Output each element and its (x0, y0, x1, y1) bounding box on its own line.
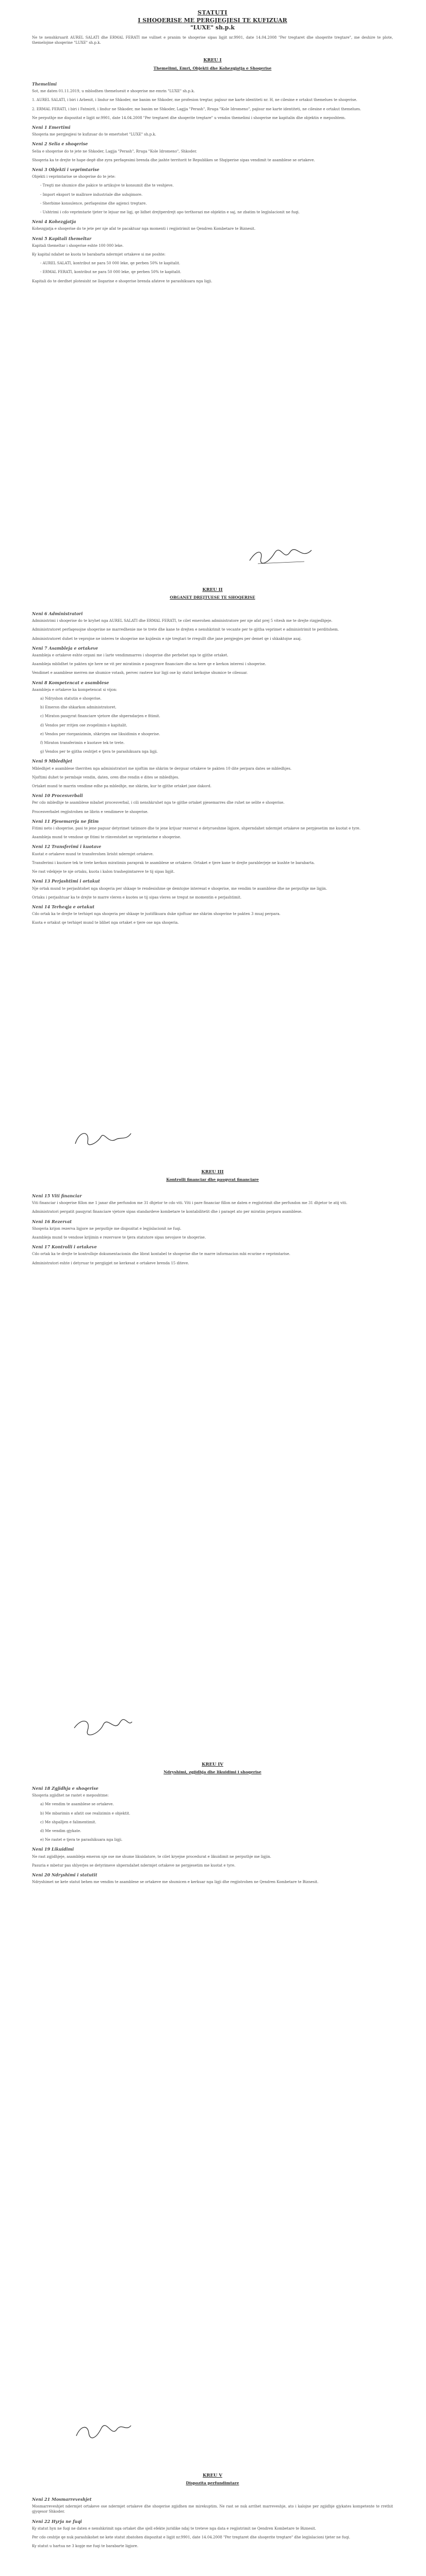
article-title: Neni 21 Mosmarreveshjet (32, 2497, 92, 2502)
kreu-2-articles (32, 607, 393, 929)
article-paragraph: a) Me vendim te asamblese se ortakeve. (40, 1802, 114, 1807)
kreu-3-articles (32, 1189, 393, 1269)
article-paragraph: Asambleja mund te vendose qe fitimi te riinvestohet ne veprimtarine e shoqerise. (32, 835, 182, 840)
article-paragraph: Shoqeria zgjidhet ne rastet e meposhtme: (32, 1793, 109, 1798)
kreu-4-subtitle: Ndryshimi, zgjidhja dhe likuidimi i shoqerise (163, 1770, 261, 1774)
article-title: Neni 15 Viti financiar (32, 1193, 82, 1198)
article-paragraph: Njoftimi duhet te permbaje vendin, daten, oren dhe rendin e dites se mbledhjes. (32, 775, 179, 779)
article-paragraph: Objekti i veprimtarise se shoqerise do te jete: (32, 175, 116, 179)
kreu-2-subtitle: ORGANET DREJTUESE TE SHOQERISE (170, 595, 255, 600)
article-paragraph: Ky statut hyn ne fuqi ne daten e nenshkrimit nga ortaket dhe sjell efekte juridike ndaj te treteve nga data e regjistrimit ne Qendren Kombetare te Biznesit. (32, 2526, 316, 2531)
intro-paragraph (32, 35, 393, 49)
article-paragraph: Administratoret duhet te veprojne ne interes te shoqerise me kujdesin e nje tregtari te rregullt dhe jane pergjegjes per demet qe i shkaktojne asaj. (32, 636, 302, 641)
kreu-2-title: KREU II (202, 587, 223, 592)
kreu-1-title: KREU I (203, 58, 222, 63)
article-paragraph: Viti financiar i shoqerise fillon me 1 janar dhe perfundon me 31 dhjetor te cdo viti. Viti i pare financiar fillon ne daten e regjistrimit dhe perfundon me 31 dhjetor te atij viti. (32, 1201, 348, 1206)
kreu-3-subtitle: Kontrolli financiar dhe pasqyrat financiare (166, 1177, 259, 1182)
article-title: Neni 13 Perjashtimi i ortakut (32, 878, 100, 884)
article-paragraph: - Import eksport te mallrave industriale dhe ushqimore. (40, 192, 143, 197)
article-paragraph: f) Miraton transferimin e kuotave tek te trete. (40, 741, 125, 745)
signature-3 (72, 1716, 134, 1738)
article-paragraph: Fitimi neto i shoqerise, pasi te jene paguar detyrimet tatimore dhe te jene krijuar rezervat e detyrueshme ligjore, shperndahet ndermjet ortakeve ne perpjesetim me kuotat e tyre. (32, 826, 361, 831)
article-title: Neni 3 Objekti i veprimtarise (32, 167, 100, 173)
article-paragraph: e) Ne rastet e tjera te parashikuara nga ligji. (40, 1838, 123, 1842)
article-paragraph: Vendimet e asamblese merren me shumice votash, pervec rasteve kur ligji ose ky statut kerkojne shumice te cilesuar. (32, 671, 248, 675)
article-paragraph: Kohezgjatja e shoqerise do te jete per nje afat te pacaktuar nga momenti i regjistrimit ne Qendren Kombetare te Biznesit. (32, 227, 256, 231)
article-paragraph: - Sherbime konsulence, perfaqesime dhe agjenci tregtare. (40, 201, 147, 206)
article-title: Neni 4 Kohezgjatja (32, 219, 76, 225)
signature-1 (248, 546, 315, 567)
article-title: Neni 17 Kontrolli i ortakeve (32, 1244, 97, 1250)
article-paragraph: Asambleja e ortakeve eshte organi me i larte vendimmarres i shoqerise dhe perbehet nga te gjithe ortaket. (32, 653, 228, 658)
article-paragraph: - ERMAL FERATI, kontribut ne para 50 000 leke, qe perben 50% te kapitalit. (40, 270, 182, 275)
article-paragraph: Kapitali do te derdhet plotesisht ne llogarine e shoqerise brenda afateve te parashikuara nga ligji. (32, 279, 212, 283)
article-title: Neni 2 Selia e shoqerise (32, 141, 88, 147)
article-title: Neni 9 Mbledhjet (32, 758, 73, 764)
article-paragraph: e) Vendos per riorganizimin, shkrirjen ose likuidimin e shoqerise. (40, 732, 160, 736)
article-paragraph: Asambleja mund te vendose krijimin e rezervave te tjera statutore sipas nevojave te shoqerise. (32, 1235, 206, 1240)
article-paragraph: Administratori eshte i detyruar te pergjigjet ne kerkesat e ortakeve brenda 15 diteve. (32, 1261, 189, 1265)
kreu-5-articles (32, 2493, 393, 2552)
article-paragraph: - AUREL SALATI, kontribut ne para 50 000 leke, qe perben 50% te kapitalit. (40, 261, 181, 266)
article-paragraph: Ne rast vdekjeje te nje ortaku, kuota i kalon trashegimtareve te tij sipas ligjit. (32, 870, 175, 874)
kreu-5-subtitle: Dispozita perfundimtare (186, 2481, 239, 2485)
article-paragraph: - Tregti me shumice dhe pakice te artikujve te konsumit dhe te veshjeve. (40, 183, 174, 188)
article-paragraph: a) Ndryshon statutin e shoqerise. (40, 697, 102, 701)
article-title: Neni 11 Pjesemarrja ne fitim (32, 818, 99, 824)
article-paragraph: Administratoret perfaqesojne shoqerine ne marredhenie me te trete dhe kane te drejten e nenshkrimit te vecante per te gjitha veprimet e administrimit te perditshem. (32, 628, 339, 632)
article-paragraph: Transferimi i kuotave tek te trete kerkon miratimin paraprak te asamblese se ortakeve. Ortaket e tjere kane te drejte parablerjeje ne kushte te barabarta. (32, 860, 315, 865)
article-title: Themelimi (32, 81, 57, 87)
article-paragraph: Nje ortak mund te perjashtohet nga shoqeria per shkaqe te rendesishme qe demtojne interesat e shoqerise, me vendim te asamblese dhe ne perputhje me ligjin. (32, 886, 327, 891)
article-paragraph: Ortaku i perjashtuar ka te drejte te marre vleren e kuotes se tij sipas vleres se tregut ne momentin e perjashtimit. (32, 895, 242, 900)
article-title: Neni 10 Procesverbali (32, 793, 83, 799)
article-paragraph: Procesverbalet regjistrohen ne librin e vendimeve te shoqerise. (32, 809, 149, 814)
article-paragraph: Ne rast zgjidhjeje, asambleja emeron nje ose me shume likuidatore, te cilet kryejne procedurat e likuidimit ne perputhje me ligjin. (32, 1854, 271, 1859)
article-paragraph: Cdo ortak ka te drejte te kontrolloje dokumentacionin dhe librat kontabel te shoqerise dhe te marre informacion mbi ecurine e veprimtarise. (32, 1252, 290, 1257)
article-paragraph: c) Me shpalljen e falimentimit. (40, 1820, 96, 1824)
article-paragraph: Per cdo mbledhje te asamblese mbahet procesverbal, i cili nenshkruhet nga te gjithe ortaket pjesemarres dhe ruhet ne selite e shoqerise. (32, 801, 285, 805)
article-paragraph: Ndryshimet ne kete statut behen me vendim te asamblese se ortakeve me shumicen e kerkuar nga ligji dhe regjistrohen ne Qendren Kombetare te Biznesit. (32, 1880, 319, 1885)
article-paragraph: 1. AUREL SALATI, i biri i Arbenit, i lindur ne Shkoder, me banim ne Shkoder, me profesion tregtar, pajisur me karte identiteti nr. H, ne cilesine e ortakut themelues te shoqerise. (32, 98, 357, 103)
article-paragraph: Pasuria e mbetur pas shlyerjes se detyrimeve shperndahet ndermjet ortakeve ne perpjesetim me kuotat e tyre. (32, 1863, 236, 1868)
kreu-3-title: KREU III (201, 1170, 224, 1175)
article-title: Neni 14 Terheqja e ortakut (32, 904, 95, 909)
article-paragraph: d) Me vendim gjykate. (40, 1829, 81, 1834)
article-paragraph: b) Emeron dhe shkarkon administratoret. (40, 705, 117, 710)
article-paragraph: Ortaket mund te marrin vendime edhe pa mbledhje, me shkrim, kur te gjithe ortaket jane dakord. (32, 784, 211, 789)
article-paragraph: Administratori pergatit pasqyrat financiare vjetore sipas standardeve kombetare te kontabilitetit dhe i paraqet ato per miratim perpara asamblese. (32, 1210, 303, 1214)
kreu-1-sections (32, 77, 393, 287)
article-paragraph: Sot, me daten 01.11.2019, u mblodhen themeluesit e shoqerise me emrin "LUXE" sh.p.k. (32, 89, 195, 94)
statute-company-type: I SHOQERISE ME PERGJEGJESI TE KUFIZUAR (138, 17, 287, 24)
article-paragraph: Shoqeria ka te drejte te hape degë dhe zyra perfaqesimi brenda dhe jashte territorit te Republikes se Shqiperise sipas vendimit te asamblese se ortakeve. (32, 158, 315, 162)
article-paragraph: Selia e shoqerise do te jete ne Shkoder, Lagjja "Perash", Rruga "Kole Idromeno", Shkoder. (32, 149, 197, 154)
article-paragraph: Ne perputhje me dispozitat e ligjit nr.9901, date 14.04.2008 "Per tregtaret dhe shoqerite tregtare" u vendos themelimi i shoqerise me kapitalin dhe objektin e meposhtem. (32, 115, 346, 120)
statute-company-name: "LUXE" sh.p.k (190, 24, 235, 31)
article-paragraph: Cdo ortak ka te drejte te terhiqet nga shoqeria per shkaqe te justifikuara duke njoftuar me shkrim shoqerine te pakten 3 muaj perpara. (32, 912, 281, 917)
article-title: Neni 16 Rezervat (32, 1218, 72, 1224)
article-paragraph: Administrimi i shoqerise do te kryhet nga AUREL SALATI dhe ERMAL FERATI, te cilet emerohen administratore per nje afat prej 5 vitesh me te drejte rizgjedhjeje. (32, 619, 333, 623)
article-paragraph: Shoqeria krijon rezerva ligjore ne perputhje me dispozitat e legjislacionit ne fuqi. (32, 1226, 182, 1231)
article-title: Neni 19 Likuidimi (32, 1846, 74, 1852)
article-title: Neni 8 Kompetencat e asamblese (32, 680, 109, 685)
kreu-5-title: KREU V (203, 2473, 222, 2478)
article-paragraph: g) Vendos per te gjitha ceshtjet e tjera te parashikuara nga ligji. (40, 750, 158, 754)
article-paragraph: b) Me mbarimin e afatit ose realizimin e objektit. (40, 1811, 130, 1816)
article-title: Neni 18 Zgjidhja e shoqerise (32, 1786, 99, 1791)
article-paragraph: Kuota e ortakut qe terhiqet mund te blihet nga ortaket e tjere ose nga shoqeria. (32, 921, 179, 925)
article-paragraph: Ky kapital ndahet ne kuota te barabarta ndermjet ortakeve si me poshte: (32, 252, 166, 257)
article-title: Neni 20 Ndryshimi i statutit (32, 1872, 97, 1878)
intro-text: Ne te nenshkruarit AUREL SALATI dhe ERMAL FERATI me vullnet e pranim te shoqerise sipas ligjit nr.9901, date 14.04.2008 "Per tregtaret dhe shoqerite tregtare", me deshire te plote, themelojme shoqerine "LUXE" sh.p.k. (32, 36, 393, 45)
article-title: Neni 6 Administratori (32, 611, 83, 616)
signature-2 (72, 1128, 134, 1151)
statute-title: STATUTI (197, 9, 228, 16)
article-paragraph: Kuotat e ortakeve mund te transferohen lirisht ndermjet ortakeve. (32, 852, 154, 856)
article-paragraph: 2. ERMAL FERATI, i biri i Fatmirit, i lindur ne Shkoder, me banim ne Shkoder, Lagjja "Perash", Rruga "Kole Idromeno", pajisur me karte identiteti, ne cilesine e ortakut themelues. (32, 107, 362, 111)
article-paragraph: Asambleja mblidhet te pakten nje here ne vit per miratimin e pasqyrave financiare dhe sa here qe e kerkon interesi i shoqerise. (32, 662, 267, 667)
article-paragraph: c) Miraton pasqyrat financiare vjetore dhe shperndarjen e fitimit. (40, 714, 160, 719)
article-paragraph: Mosmarreveshjet ndermjet ortakeve ose ndermjet ortakeve dhe shoqerise zgjidhen me mirekuptim. Ne rast se nuk arrihet marreveshje, ato i kalojne per zgjidhje gjykates kompetente te rrethit gjyqesor Shkoder. (32, 2504, 393, 2514)
kreu-1-subtitle: Themelimi, Emri, Objekti dhe Kohezgjatja e Shoqerise (153, 66, 272, 71)
article-paragraph: d) Vendos per rritjen ose zvogelimin e kapitalit. (40, 723, 127, 727)
article-paragraph: Mbledhjet e asamblese therriten nga administratori me njoftim me shkrim te derguar ortakeve te pakten 10 dite perpara dates se mbledhjes. (32, 766, 292, 771)
signature-4 (72, 2421, 134, 2444)
article-title: Neni 1 Emertimi (32, 125, 71, 130)
article-title: Neni 5 Kapitali themeltar (32, 235, 92, 241)
article-paragraph: Shoqeria me pergjegjesi te kufizuar do te emertohet "LUXE" sh.p.k. (32, 132, 156, 137)
article-title: Neni 22 Hyrja ne fuqi (32, 2518, 82, 2524)
article-paragraph: - Ushtrimi i cdo veprimtarie tjeter te lejuar me ligj, qe lidhet drejtperdrejt apo terthorazi me objektin e saj, ne zbatim te legjislacionit ne fuqi. (40, 210, 300, 215)
article-paragraph: Ky statut u hartua ne 3 kopje me fuqi te barabarte ligjore. (32, 2544, 139, 2549)
article-paragraph: Per cdo ceshtje qe nuk parashikohet ne kete statut zbatohen dispozitat e ligjit nr.9901, date 14.04.2008 "Per tregtaret dhe shoqerite tregtare" dhe legjislacioni tjeter ne fuqi. (32, 2535, 350, 2540)
article-title: Neni 7 Asambleja e ortakeve (32, 645, 99, 651)
article-title: Neni 12 Transferimi i kuotave (32, 844, 102, 850)
kreu-4-title: KREU IV (202, 1762, 223, 1767)
article-paragraph: Kapitali themeltar i shoqerise eshte 100 000 leke. (32, 243, 124, 248)
kreu-4-articles (32, 1782, 393, 1888)
article-paragraph: Asambleja e ortakeve ka kompetencat si vijon: (32, 687, 117, 692)
